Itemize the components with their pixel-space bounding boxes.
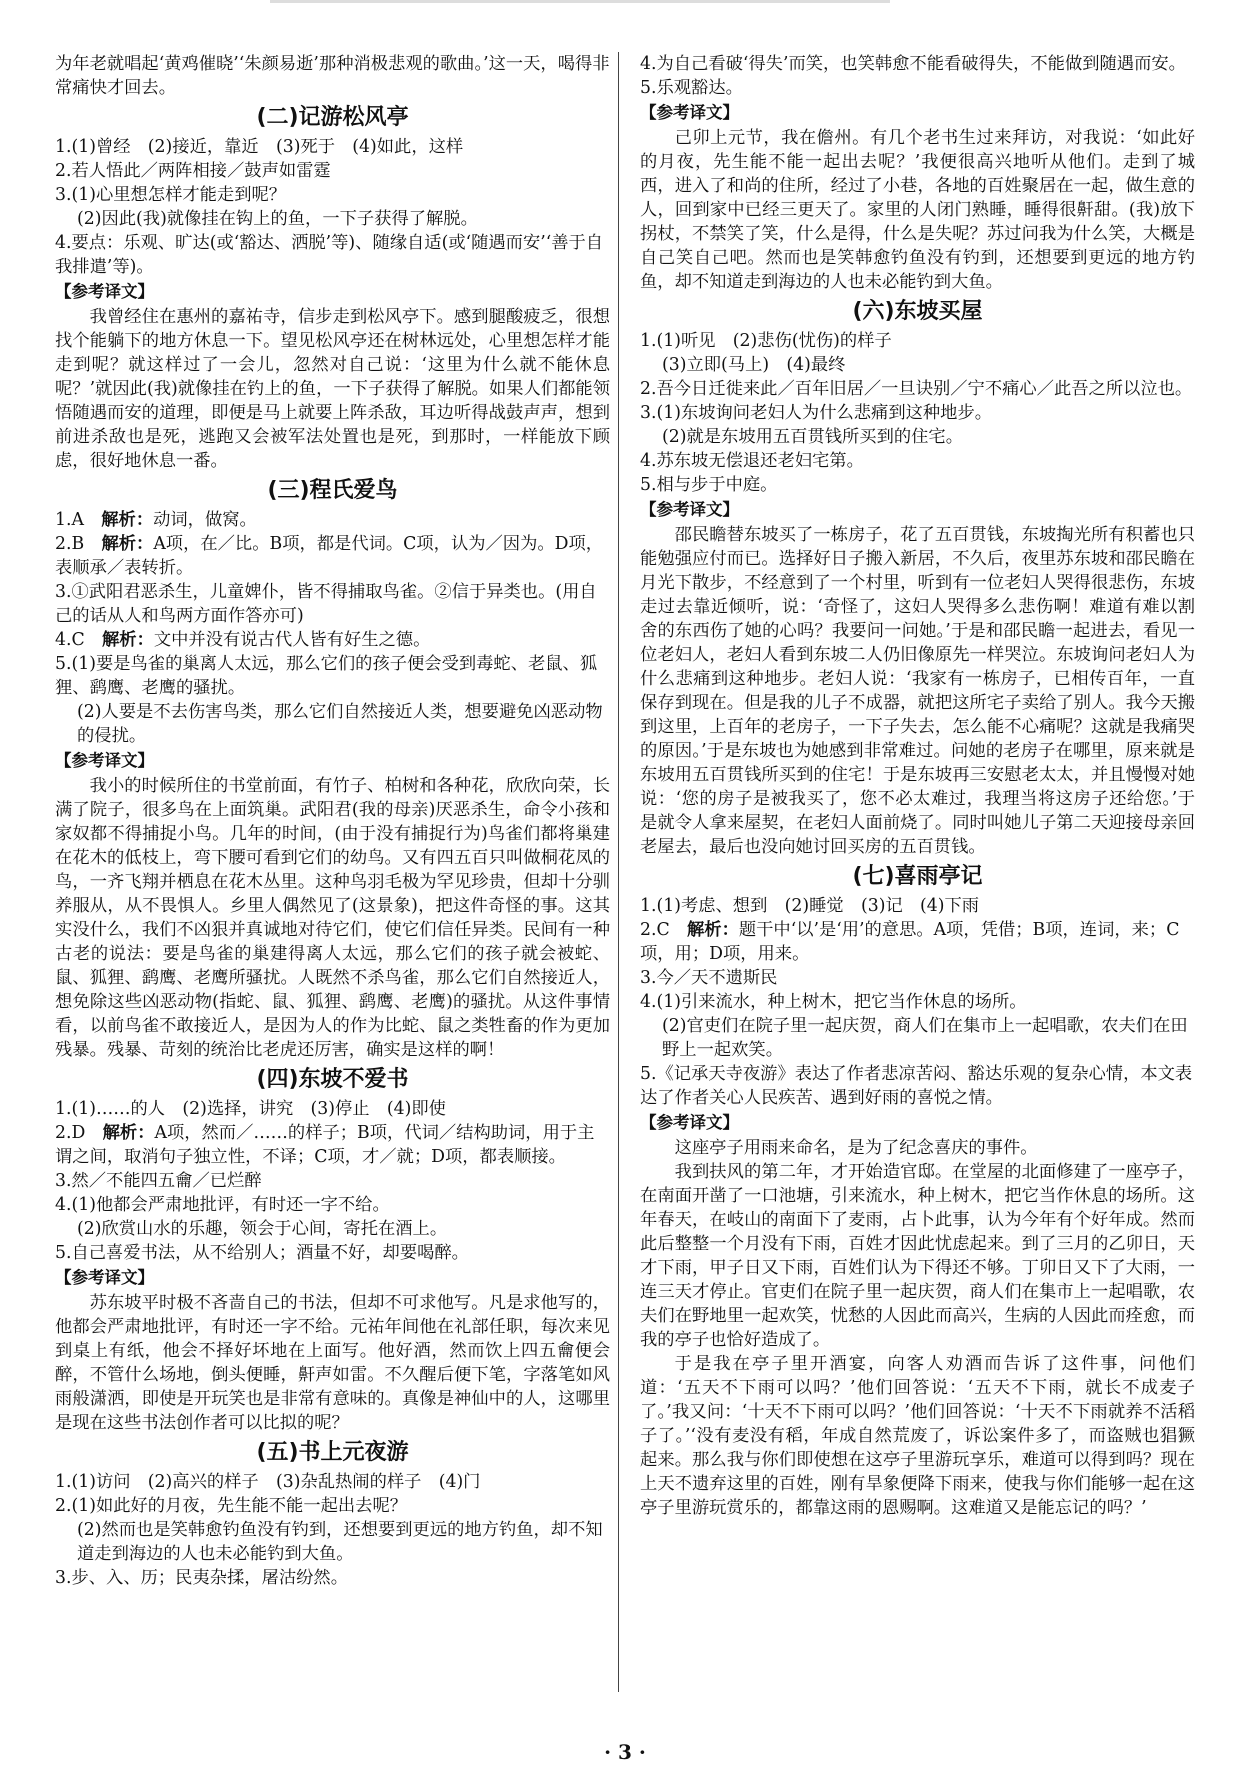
answer-line (640, 918, 1195, 966)
analysis-label: 解析： (102, 1123, 155, 1143)
answer-number: 1.A (55, 510, 102, 530)
analysis-text: A项，在／比。B项，都是代词。C项，认为／因为。D项，表顺承／表转折。 (55, 534, 604, 578)
section-title-7: (七)喜雨亭记 (852, 864, 983, 889)
answer-line: (2)就是东坡用五百贯钱所买到的住宅。 (662, 427, 963, 447)
answer-line: 3.(1)心里想怎样才能走到呢？ (55, 185, 287, 205)
answer-line: 4.苏东坡无偿退还老妇宅第。 (640, 451, 864, 471)
page-number: · 3 · (604, 1740, 646, 1764)
answer-line: (2)因此(我)就像挂在钩上的鱼，一下子获得了解脱。 (77, 209, 478, 229)
translation-paragraph: 苏东坡平时极不吝啬自己的书法，但却不可求他写。凡是求他写的，他都会严肃地批评，有时还一字不给。元祐年间他在礼部任职，每次来见到桌上有纸，他会不择好坏地在上面写。他好酒，然而饮上四五龠便会醉，不管什么场地，倒头便睡，鼾声如雷。不久醒后便下笔，字落笔如风雨般潇洒，即使是开玩笑也是非常有意味的。真像是神仙中的人，这哪里是现在这些书法创作者可以比拟的呢？ (55, 1293, 610, 1433)
intro-text: 为年老就唱起‘黄鸡催晓’‘朱颜易逝’那种消极悲观的歌曲。’这一天，喝得非常痛快才回去。 (55, 54, 610, 98)
answer-line: 4.为自己看破‘得失’而笑，也笑韩愈不能看破得失，不能做到随遇而安。 (640, 54, 1186, 74)
column-divider (618, 52, 619, 1692)
section-title-2: (二)记游松风亭 (256, 105, 409, 130)
answer-line: 4.(1)引来流水，种上树木，把它当作休息的场所。 (640, 992, 1027, 1012)
analysis-label: 解析： (101, 534, 154, 554)
answer-line: (2)欣赏山水的乐趣，领会于心间，寄托在酒上。 (77, 1219, 448, 1239)
reference-translation-label: 【 参考译文 】 (640, 101, 1195, 125)
reference-translation-label: 【 参考译文 】 (640, 1111, 1195, 1135)
answer-line: (2)人要是不去伤害鸟类，那么它们自然接近人类，想要避免凶恶动物的侵扰。 (77, 702, 603, 746)
translation-paragraph: 于是我在亭子里开酒宴，向客人劝酒而告诉了这件事，问他们道：‘五天不下雨可以吗？’他们回答说：‘五天不下雨，就长不成麦子了。’我又问：‘十天不下雨可以吗？’他们回答说：‘十天不下雨就养不活稻子了。’‘没有麦没有稻，年成自然荒废了，诉讼案件多了，而盗贼也猖獗起来。那么我与你们即使想在这亭子里游玩享乐，难道可以得到吗？现在上天不遗弃这里的百姓，刚有旱象便降下雨来，使我与你们能够一起在这亭子里游玩赏乐的，都靠这雨的恩赐啊。这难道又是能忘记的吗？’ (640, 1354, 1195, 1518)
answer-line: 5.自己喜爱书法，从不给别人；酒量不好，却要喝醉。 (55, 1243, 469, 1263)
section-title-4: (四)东坡不爱书 (256, 1067, 409, 1092)
translation-paragraph: 这座亭子用雨来命名，是为了纪念喜庆的事件。 (674, 1138, 1038, 1158)
answer-number: 2.B (55, 534, 102, 554)
answer-line: 3.今／天不遗斯民 (640, 968, 778, 988)
answer-line: 3.然／不能四五龠／已烂醉 (55, 1171, 262, 1191)
answer-line: (2)然而也是笑韩愈钓鱼没有钓到，还想要到更远的地方钓鱼，却不知道走到海边的人也未必能钓到大鱼。 (77, 1520, 603, 1564)
answer-number: 4.C (55, 630, 102, 650)
left-column (55, 52, 610, 1590)
analysis-text: 题干中‘以’是‘用’的意思。A项，凭借；B项，连词，来；C项，用；D项，用来。 (640, 920, 1180, 964)
translation-paragraph: 邵民瞻替东坡买了一栋房子，花了五百贯钱，东坡掏光所有积蓄也只能勉强应付而已。选择好日子搬入新居，不久后，夜里苏东坡和邵民瞻在月光下散步，不经意到了一个村里，听到有一位老妇人哭得很悲伤，东坡走过去靠近倾听，说：‘奇怪了，这妇人哭得多么悲伤啊！难道有难以割舍的东西伤了她的心吗？我要问一问她。’于是和邵民瞻一起进去，看见一位老妇人，老妇人看到东坡二人仍旧像原先一样哭泣。东坡询问老妇人为什么悲痛到这种地步。老妇人说：‘我家有一栋房子，已相传百年，一直保存到现在。但是我的儿子不成器，就把这所宅子卖给了别人。我今天搬到这里，上百年的老房子，一下子失去，怎么能不心痛呢？这就是我痛哭的原因。’于是东坡也为她感到非常难过。问她的老房子在哪里，原来就是东坡用五百贯钱所买到的住宅！于是东坡再三安慰老太太，并且慢慢对她说：‘您的房子是被我买了，您不必太难过，我理当将这房子还给您。’于是就令人拿来屋契，在老妇人面前烧了。同时叫她儿子第二天迎接母亲回老屋去，最后也没向她讨回买房的五百贯钱。 (640, 525, 1195, 857)
reference-translation-label: 【 参考译文 】 (55, 1266, 610, 1290)
translation-paragraph: 我小的时候所住的书堂前面，有竹子、柏树和各种花，欣欣向荣，长满了院子，很多鸟在上面筑巢。武阳君(我的母亲)厌恶杀生，命令小孩和家奴都不得捕捉小鸟。几年的时间，(由于没有捕捉行为)鸟雀们都将巢建在花木的低枝上，弯下腰可看到它们的幼鸟。又有四五百只叫做桐花凤的鸟，一齐飞翔并栖息在花木丛里。这种鸟羽毛极为罕见珍贵，但却十分驯养服从，从不畏惧人。乡里人偶然见了(这景象)，把这件奇怪的事。这其实没什么，我们不凶狠并真诚地对待它们，使它们信任异类。民间有一种古老的说法：要是鸟雀的巢建得离人太远，那么它们的孩子就会被蛇、鼠、狐狸、鹞鹰、老鹰所骚扰。人既然不杀鸟雀，那么它们自然接近人，想免除这些凶恶动物(指蛇、鼠、狐狸、鹞鹰、老鹰)的骚扰。从这件事情看，以前鸟雀不敢接近人，是因为人的作为比蛇、鼠之类牲畜的作为更加残暴。残暴、苛刻的统治比老虎还厉害，确实是这样的啊！ (55, 776, 610, 1060)
answer-line (55, 508, 610, 532)
answer-line: 1.(1)曾经 (2)接近，靠近 (3)死于 (4)如此，这样 (55, 137, 464, 157)
answer-line: 1.(1)访问 (2)高兴的样子 (3)杂乱热闹的样子 (4)门 (55, 1472, 481, 1492)
answer-line: 5.(1)要是鸟雀的巢离人太远，那么它们的孩子便会受到毒蛇、老鼠、狐狸、鹞鹰、老鹰的骚扰。 (55, 654, 598, 698)
right-column (640, 52, 1195, 1520)
answer-number: 2.D (55, 1123, 103, 1143)
answer-line: 4.要点：乐观、旷达(或‘豁达、洒脱’等)、随缘自适(或‘随遇而安’‘善于自我排遣’等)。 (55, 233, 604, 277)
answer-line: 4.(1)他都会严肃地批评，有时还一字不给。 (55, 1195, 390, 1215)
translation-paragraph: 我到扶风的第二年，才开始造官邸。在堂屋的北面修建了一座亭子，在南面开凿了一口池塘，引来流水，种上树木，把它当作休息的场所。这年春天，在岐山的南面下了麦雨，占卜此事，认为今年有个好年成。然而此后整整一个月没有下雨，百姓才因此忧虑起来。到了三月的乙卯日，天才下雨，甲子日又下雨，百姓们认为下得还不够。丁卯日又下了大雨，一连三天才停止。官吏们在院子里一起庆贺，商人们在集市上一起唱歌，农夫们在野地里一起欢笑，忧愁的人因此而高兴，生病的人因此而痊愈，而我的亭子也恰好造成了。 (640, 1162, 1195, 1350)
answer-line (55, 1121, 610, 1169)
answer-line: 2.(1)如此好的月夜，先生能不能一起出去呢？ (55, 1496, 408, 1516)
answer-line (55, 628, 610, 652)
reference-translation-label: 【 参考译文 】 (55, 280, 610, 304)
analysis-label: 解析： (687, 920, 739, 940)
answer-line: 1.(1)考虑、想到 (2)睡觉 (3)记 (4)下雨 (640, 896, 980, 916)
reference-translation-label: 【 参考译文 】 (55, 749, 610, 773)
translation-paragraph: 己卯上元节，我在儋州。有几个老书生过来拜访，对我说：‘如此好的月夜，先生能不能一起出去呢？’我便很高兴地听从他们。走到了城西，进入了和尚的住所，经过了小巷，各地的百姓聚居在一起，做生意的人，回到家中已经三更天了。家里的人闭门熟睡，睡得很鼾甜。(我)放下拐杖，不禁笑了笑，什么是得，什么是失呢？苏过问我为什么笑，大概是自己笑自己吧。然而也是笑韩愈钓鱼没有钓到，还想要到更远的地方钓鱼，却不知道走到海边的人也未必能钓到大鱼。 (640, 128, 1195, 292)
answer-line: 1.(1)……的人 (2)选择，讲究 (3)停止 (4)即使 (55, 1099, 446, 1119)
answer-number: 2.C (640, 920, 687, 940)
answer-line: 1.(1)听见 (2)悲伤(忧伤)的样子 (640, 331, 892, 351)
analysis-text: 动词，做窝。 (153, 510, 257, 530)
analysis-label: 解析： (102, 630, 154, 650)
section-title-3: (三)程氏爱鸟 (267, 478, 398, 503)
answer-line: 3.①武阳君恶杀生，儿童婢仆，皆不得捕取鸟雀。②信于异类也。(用自己的话从人和鸟两方面作答亦可) (55, 582, 597, 626)
answer-line: 5.乐观豁达。 (640, 78, 743, 98)
answer-line: 5.《记承天寺夜游》表达了作者悲凉苦闷、豁达乐观的复杂心情，本文表达了作者关心人民疾苦、遇到好雨的喜悦之情。 (640, 1064, 1193, 1108)
answer-line (55, 532, 610, 580)
section-title-5: (五)书上元夜游 (256, 1440, 409, 1465)
translation-paragraph: 我曾经住在惠州的嘉祐寺，信步走到松风亭下。感到腿酸疲乏，很想找个能躺下的地方休息一下。望见松风亭还在树林远处，心里想怎样才能走到呢？就这样过了一会儿，忽然对自己说：‘这里为什么就不能休息呢？’就因此(我)就像挂在钓上的鱼，一下子获得了解脱。如果人们都能领悟随遇而安的道理，即便是马上就要上阵杀敌，耳边听得战鼓声声，想到前进杀敌也是死，逃跑又会被军法处置也是死，到那时，一样能放下顾虑，很好地休息一番。 (55, 307, 610, 471)
answer-line: 3.步、入、历；民夷杂揉，屠沽纷然。 (55, 1568, 348, 1588)
analysis-text: A项，然而／……的样子；B项，代词／结构助词，用于主谓之间，取消句子独立性，不译；C项，才／就；D项，都表顺接。 (55, 1123, 595, 1167)
answer-line: 2.若人悟此／两阵相接／鼓声如雷霆 (55, 161, 331, 181)
answer-line: 5.相与步于中庭。 (640, 475, 778, 495)
answer-line: 2.吾今日迁徙来此／百年旧居／一旦诀别／宁不痛心／此吾之所以泣也。 (640, 379, 1193, 399)
top-rule (270, 0, 890, 3)
reference-translation-label: 【 参考译文 】 (640, 498, 1195, 522)
analysis-text: 文中并没有说古代人皆有好生之德。 (153, 630, 431, 650)
answer-line: (3)立即(马上) (4)最终 (662, 355, 846, 375)
answer-line: (2)官吏们在院子里一起庆贺，商人们在集市上一起唱歌，农夫们在田野上一起欢笑。 (662, 1016, 1188, 1060)
answer-line: 3.(1)东坡询问老妇人为什么悲痛到这种地步。 (640, 403, 993, 423)
section-title-6: (六)东坡买屋 (852, 299, 983, 324)
analysis-label: 解析： (101, 510, 154, 530)
